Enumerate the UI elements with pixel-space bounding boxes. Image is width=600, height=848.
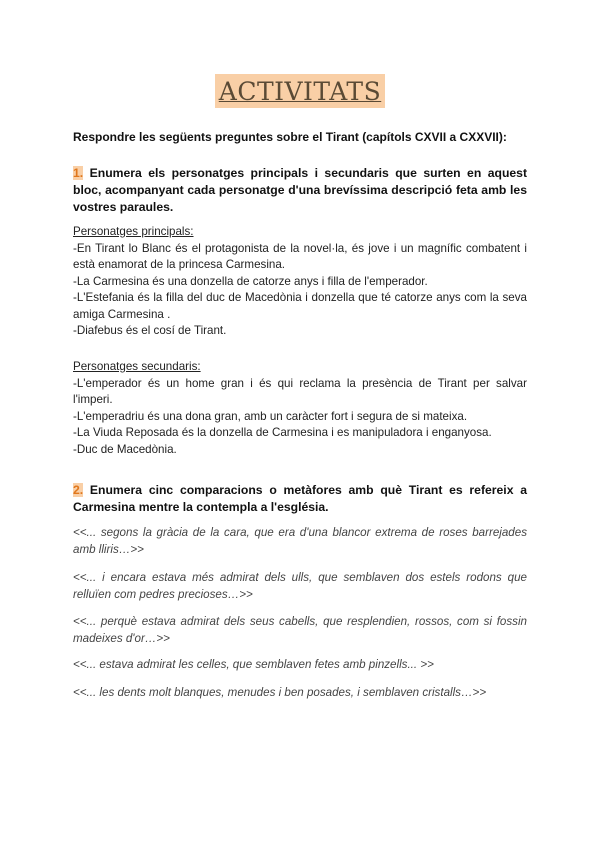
question-2-text: Enumera cinc comparacions o metàfores amb què Tirant es refereix a Carmesina mentre la contempla a l'església. [73, 483, 527, 514]
main-character-item: -En Tirant lo Blanc és el protagonista de la novel·la, és jove i un magnífic combatent i està enamorat de la princesa Carmesina. [73, 241, 527, 271]
main-character-item: -L'Estefania és la filla del duc de Macedònia i donzella que té catorze anys com la seva amiga Carmesina . [73, 291, 527, 321]
title-container [0, 74, 600, 108]
quote-item: <<... les dents molt blanques, menudes i ben posades, i semblaven cristalls…>> [73, 686, 487, 699]
secondary-character-item: -L'emperador és un home gran i és qui reclama la presència de Tirant per salvar l'imperi. [73, 376, 527, 406]
main-characters-heading: Personatges principals: [73, 225, 194, 238]
secondary-characters-section [73, 359, 527, 458]
question-1-number: 1. [73, 166, 84, 180]
page-title: ACTIVITATS [215, 74, 385, 108]
question-1 [73, 165, 527, 216]
secondary-character-item: -La Viuda Reposada és la donzella de Carmesina i es manipuladora i enganyosa. [73, 426, 492, 439]
main-character-item: -La Carmesina és una donzella de catorze anys i filla de l'emperador. [73, 274, 428, 288]
quote-item: <<... i encara estava més admirat dels ulls, que semblaven dos estels rodons que relluïen com pedres precioses…>> [73, 571, 527, 601]
secondary-character-item: -L'emperadriu és una dona gran, amb un caràcter fort i segura de si mateixa. [73, 409, 468, 423]
secondary-characters-heading: Personatges secundaris: [73, 360, 201, 373]
secondary-character-item: -Duc de Macedònia. [73, 442, 177, 456]
question-2-number: 2. [73, 483, 84, 497]
quote-item: <<... segons la gràcia de la cara, que era d'una blancor extrema de roses barrejades amb lliris…>> [73, 526, 527, 556]
quote-item: <<... perquè estava admirat dels seus cabells, que resplendien, rossos, com si fossin madeixes d'or…>> [73, 615, 527, 645]
question-2 [73, 482, 527, 516]
main-character-item: -Diafebus és el cosí de Tirant. [73, 324, 227, 337]
main-characters-section [73, 224, 527, 340]
question-1-text: Enumera els personatges principals i secundaris que surten en aquest bloc, acompanyant cada personatge d'una brevíssima descripció feta amb les vostres paraules. [73, 166, 527, 214]
quote-item: <<... estava admirat les celles, que semblaven fetes amb pinzells... >> [73, 658, 434, 671]
intro-instruction: Respondre les següents preguntes sobre el Tirant (capítols CXVII a CXXVII): [73, 130, 507, 144]
